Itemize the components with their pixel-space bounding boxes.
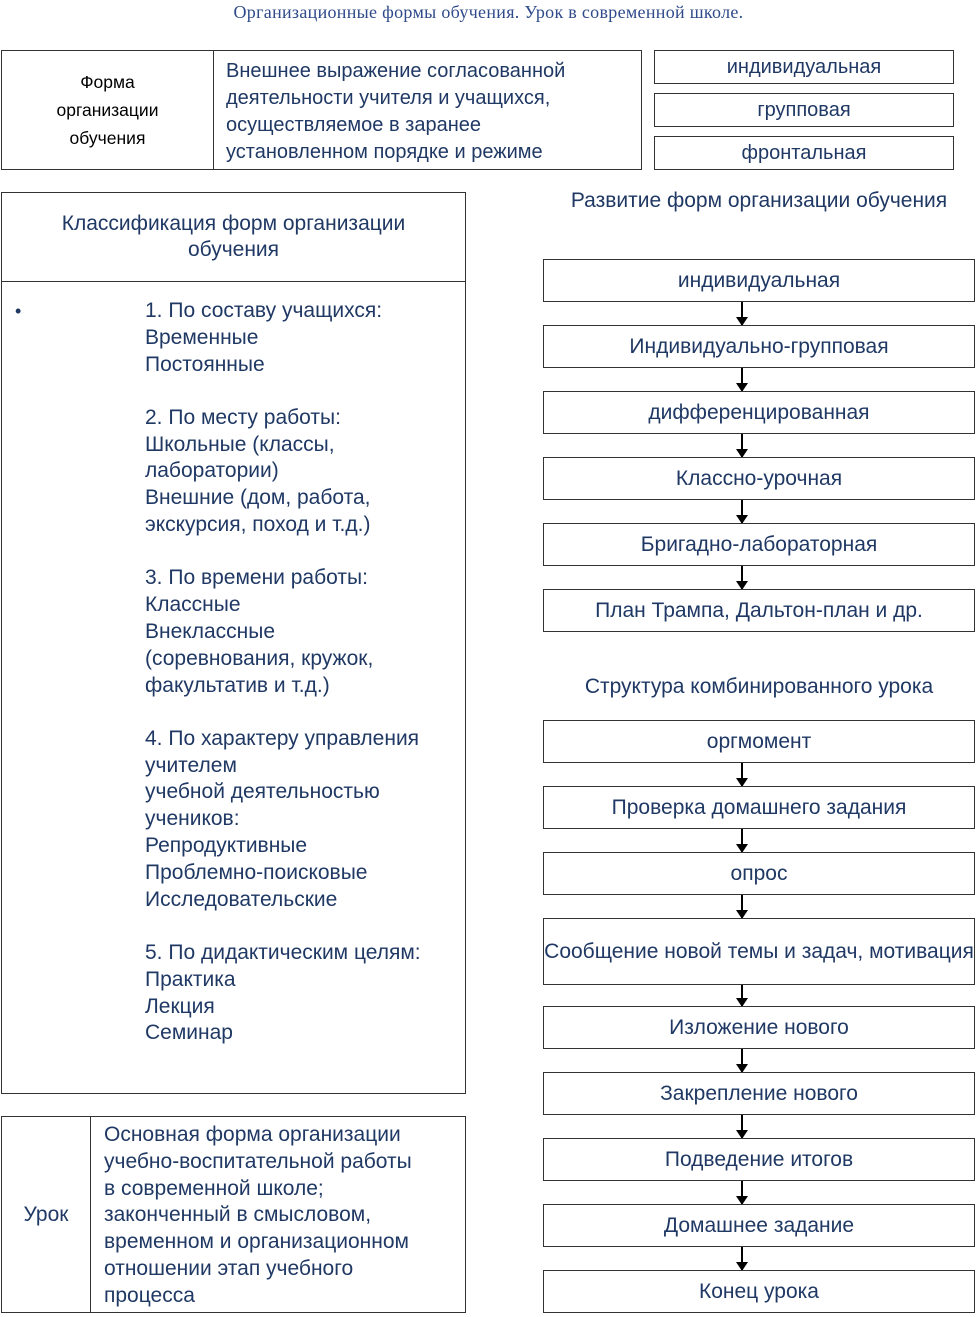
bullet-marker: •: [15, 301, 22, 321]
definition-term-line: обучения: [69, 128, 146, 148]
development-step-box: индивидуальная: [543, 259, 975, 302]
definition-text-line: установленном порядке и режиме: [226, 141, 543, 163]
definition-table: [1, 50, 642, 170]
classification-item: Репродуктивные: [145, 834, 308, 858]
down-arrow-icon: [741, 368, 743, 391]
classification-item: Внешние (дом, работа,: [145, 486, 371, 510]
classification-list: [145, 298, 465, 1074]
down-arrow-icon: [741, 434, 743, 457]
form-individual-box: индивидуальная: [654, 50, 954, 84]
classification-box: [1, 192, 466, 1094]
classification-item: Временные: [145, 325, 259, 349]
down-arrow-icon: [741, 1049, 743, 1072]
urok-text-line: законченный в смысловом,: [104, 1203, 372, 1227]
urok-text-line: временном и организационном: [104, 1230, 409, 1254]
down-arrow-icon: [741, 895, 743, 918]
lesson-structure-step-box: Подведение итогов: [543, 1138, 975, 1181]
classification-item: экскурсия, поход и т.д.): [145, 513, 371, 537]
definition-term: [2, 51, 214, 169]
classification-item: учебной деятельностью: [145, 780, 380, 804]
urok-text-line: учебно-воспитательной работы: [104, 1149, 412, 1173]
down-arrow-icon: [741, 1247, 743, 1270]
down-arrow-icon: [741, 985, 743, 1006]
classification-item: Классные: [145, 593, 241, 617]
page-title: Организационные формы обучения. Урок в современной школе.: [233, 2, 744, 22]
definition-term-line: Форма: [80, 72, 135, 92]
classification-item: учителем: [145, 753, 237, 777]
lesson-structure-step-box: Домашнее задание: [543, 1204, 975, 1247]
classification-item: Семинар: [145, 1021, 233, 1045]
classification-criterion: 2. По месту работы:: [145, 405, 341, 429]
lesson-structure-step-box: Конец урока: [543, 1270, 975, 1313]
classification-item: Практика: [145, 967, 236, 991]
lesson-structure-title: Структура комбинированного урока: [584, 675, 934, 698]
classification-group: [145, 940, 465, 1047]
definition-text-line: осуществляемое в заранее: [226, 114, 481, 136]
definition-term-line: организации: [56, 100, 159, 120]
urok-text-line: процесса: [104, 1283, 195, 1307]
urok-text-line: в современной школе;: [104, 1176, 324, 1200]
definition-text-line: Внешнее выражение согласованной: [226, 60, 566, 82]
urok-definition: [91, 1117, 465, 1312]
lesson-structure-step-box: Сообщение новой темы и задач, мотивация: [543, 918, 975, 985]
development-step-box: Классно-урочная: [543, 457, 975, 500]
definition-text: [214, 51, 641, 169]
down-arrow-icon: [741, 566, 743, 589]
classification-item: Лекция: [145, 994, 215, 1018]
classification-item: учеников:: [145, 807, 240, 831]
urok-term: Урок: [2, 1117, 91, 1312]
down-arrow-icon: [741, 302, 743, 325]
development-step-box: дифференцированная: [543, 391, 975, 434]
classification-header: Классификация форм организации обучения: [2, 193, 465, 282]
classification-item: Внеклассные: [145, 619, 276, 643]
form-frontal-box: фронтальная: [654, 136, 954, 170]
classification-criterion: 4. По характеру управления: [145, 726, 420, 750]
classification-group: [145, 405, 465, 539]
classification-item: Проблемно-поисковые: [145, 860, 368, 884]
lesson-structure-step-box: Закрепление нового: [543, 1072, 975, 1115]
classification-item: Постоянные: [145, 352, 265, 376]
urok-text-line: отношении этап учебного: [104, 1256, 354, 1280]
development-title: Развитие форм организации обучения: [570, 189, 948, 212]
form-group-box: групповая: [654, 93, 954, 127]
classification-group: [145, 726, 465, 914]
down-arrow-icon: [741, 1115, 743, 1138]
development-step-box: План Трампа, Дальтон-план и др.: [543, 589, 975, 632]
classification-criterion: 1. По составу учащихся:: [145, 299, 383, 322]
lesson-structure-step-box: Изложение нового: [543, 1006, 975, 1049]
classification-item: (соревнования, кружок,: [145, 646, 374, 670]
down-arrow-icon: [741, 500, 743, 523]
down-arrow-icon: [741, 763, 743, 786]
urok-table: [1, 1116, 466, 1313]
development-step-box: Индивидуально-групповая: [543, 325, 975, 368]
lesson-structure-step-box: Проверка домашнего задания: [543, 786, 975, 829]
down-arrow-icon: [741, 829, 743, 852]
lesson-structure-step-box: опрос: [543, 852, 975, 895]
classification-item: лаборатории): [145, 459, 279, 483]
classification-criterion: 5. По дидактическим целям:: [145, 940, 421, 964]
definition-text-line: деятельности учителя и учащихся,: [226, 87, 551, 109]
classification-group: [145, 565, 465, 699]
lesson-structure-step-box: оргмомент: [543, 720, 975, 763]
classification-item: Школьные (классы,: [145, 432, 335, 456]
classification-item: факультатив и т.д.): [145, 673, 330, 697]
classification-criterion: 3. По времени работы:: [145, 566, 368, 590]
classification-item: Исследовательские: [145, 887, 338, 911]
urok-text-line: Основная форма организации: [104, 1123, 401, 1146]
down-arrow-icon: [741, 1181, 743, 1204]
development-step-box: Бригадно-лабораторная: [543, 523, 975, 566]
classification-group: [145, 298, 465, 378]
